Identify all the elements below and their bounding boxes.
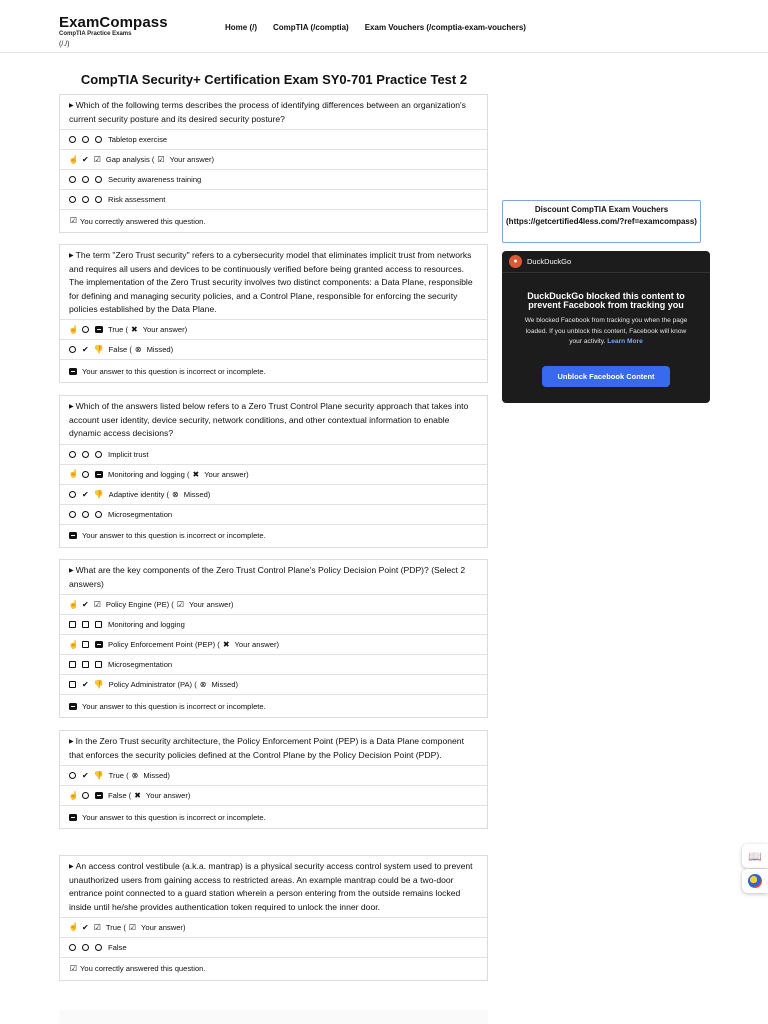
radio-icon (95, 176, 102, 183)
answer-option[interactable]: ☝ Monitoring and logging ( ✖ Your answer) (60, 465, 487, 485)
checkmark-icon: ✔ (82, 345, 89, 355)
missed-circle-icon: ⊗ (131, 771, 139, 781)
result-incorrect: Your answer to this question is incorrect or incomplete. (60, 360, 487, 382)
answer-option[interactable]: Monitoring and logging (60, 615, 487, 635)
checkmark-icon: ✔ (82, 155, 89, 165)
answer-option[interactable]: Tabletop exercise (60, 130, 487, 150)
question-text: ▶ The term "Zero Trust security" refers to a cybersecurity model that eliminates implicit trust from networks and requires all users and devices to be continuously verified before being granted access to resources. The implementation of the Zero Trust security involves two distinct components: a Data Plane, responsible for defining and managing security policies, and a Control Plane, responsible for enforcing the security policies established by the Data Plane. (60, 245, 487, 320)
site-header (0, 0, 768, 53)
check-square-icon: ☑ (69, 216, 78, 226)
learn-more-link[interactable]: Learn More (607, 338, 643, 345)
answer-option[interactable]: Risk assessment (60, 190, 487, 210)
radio-icon (82, 326, 89, 333)
question-card (59, 730, 488, 829)
caret-right-icon: ▶ (69, 103, 74, 109)
radio-icon (82, 471, 89, 478)
radio-icon (69, 491, 76, 498)
checkmark-icon: ✔ (82, 600, 89, 610)
duckduckgo-blocked-embed (502, 251, 710, 403)
minus-square-icon (95, 471, 103, 478)
checkbox-icon (82, 621, 89, 628)
thumbs-down-icon: 👎 (93, 345, 104, 355)
hand-pointer-icon: ☝ (68, 599, 79, 609)
question-text: ▶ In the Zero Trust security architecture, the Policy Enforcement Point (PEP) is a Data Plane component that enforces the security policies defined at the Control Plane by the Policy Decision Point (PDP). (60, 731, 487, 766)
page-title: CompTIA Security+ Certification Exam SY0-701 Practice Test 2 (80, 72, 468, 87)
brand-link-text[interactable]: (/./) (59, 41, 70, 48)
radio-icon (82, 511, 89, 518)
radio-icon (69, 176, 76, 183)
radio-icon (69, 196, 76, 203)
extension-button[interactable] (742, 869, 768, 893)
brand-name[interactable]: ExamCompass (59, 14, 168, 31)
radio-icon (69, 944, 76, 951)
hand-pointer-icon: ☝ (68, 324, 79, 334)
minus-square-icon (95, 641, 103, 648)
checkmark-icon: ✔ (82, 680, 89, 690)
checkbox-icon (69, 661, 76, 668)
nav-home[interactable]: Home (/) (225, 23, 257, 32)
thumbs-down-icon: 👎 (93, 771, 104, 781)
discount-voucher-link[interactable]: Discount CompTIA Exam Vouchers (https://getcertified4less.com/?ref=examcompass) (502, 200, 701, 243)
close-icon: ✖ (222, 640, 230, 650)
answer-option[interactable]: Microsegmentation (60, 655, 487, 675)
question-text: ▶ An access control vestibule (a.k.a. mantrap) is a physical security access control system used to prevent unauthorized users from gaining access to restricted areas. An example mantrap could be a two-door entrance point connected to a guard station wherein a person entering from the outside remains locked inside until he/she provides authentication token required to unlock the inner door. (60, 856, 487, 918)
hand-pointer-icon: ☝ (68, 154, 79, 164)
unblock-facebook-button[interactable]: Unblock Facebook Content (542, 366, 670, 387)
checkbox-icon (69, 621, 76, 628)
brand[interactable] (59, 15, 168, 38)
thumbs-down-icon: 👎 (93, 489, 104, 499)
answer-option[interactable]: Microsegmentation (60, 505, 487, 525)
main-nav (225, 23, 526, 32)
ddg-brand: DuckDuckGo (527, 257, 572, 266)
answer-option[interactable]: ☝ ✔ ☑ True ( ☑ Your answer) (60, 918, 487, 938)
result-incorrect: Your answer to this question is incorrect or incomplete. (60, 525, 487, 547)
check-square-icon: ☑ (157, 155, 165, 165)
question-text: ▶ Which of the following terms describes the process of identifying differences between an organization's current security posture and its desired security posture? (60, 95, 487, 130)
check-square-icon: ☑ (93, 600, 101, 610)
radio-icon (82, 792, 89, 799)
radio-icon (95, 196, 102, 203)
question-card (59, 559, 488, 718)
question-text: ▶ What are the key components of the Zero Trust Control Plane's Policy Decision Point (PDP)? (Select 2 answers) (60, 560, 487, 595)
nav-comptia[interactable]: CompTIA (/comptia) (273, 23, 349, 32)
result-incorrect: Your answer to this question is incorrect or incomplete. (60, 806, 487, 828)
radio-icon (69, 451, 76, 458)
check-square-icon: ☑ (128, 922, 137, 932)
close-icon: ✖ (130, 325, 138, 335)
globe-icon (748, 874, 762, 888)
radio-icon (69, 346, 76, 353)
question-text: ▶ Which of the answers listed below refers to a Zero Trust Control Plane security approach that takes into account user identity, device security, network conditions, and other contextual information to enable dynamic access decisions? (60, 396, 487, 445)
close-icon: ✖ (192, 469, 200, 479)
answer-option[interactable]: ✔ 👎 Adaptive identity ( ⊗ Missed) (60, 485, 487, 505)
radio-icon (69, 772, 76, 779)
radio-icon (82, 196, 89, 203)
missed-circle-icon: ⊗ (134, 345, 142, 355)
caret-right-icon: ▶ (69, 568, 74, 574)
check-square-icon: ☑ (93, 922, 101, 932)
answer-option[interactable]: ✔ 👎 Policy Administrator (PA) ( ⊗ Missed) (60, 675, 487, 695)
minus-square-icon (69, 532, 77, 539)
checkbox-icon (82, 661, 89, 668)
checkbox-icon (95, 661, 102, 668)
book-icon: 📖 (748, 850, 762, 863)
check-square-icon: ☑ (69, 963, 78, 973)
duckduckgo-logo-icon: ● (509, 255, 522, 268)
checkmark-icon: ✔ (82, 771, 89, 781)
ddg-title: DuckDuckGo blocked this content to prevent Facebook from tracking you (527, 291, 685, 310)
ddg-header (502, 251, 710, 273)
radio-icon (82, 944, 89, 951)
close-icon: ✖ (134, 791, 141, 801)
answer-option[interactable]: ☝ False ( ✖ Your answer) (60, 786, 487, 806)
missed-circle-icon: ⊗ (199, 680, 207, 690)
hand-pointer-icon: ☝ (68, 790, 79, 800)
answer-option[interactable]: ✔ 👎 True ( ⊗ Missed) (60, 766, 487, 786)
radio-icon (82, 136, 89, 143)
checkmark-icon: ✔ (82, 922, 89, 932)
answer-option[interactable]: ☝ ✔ ☑ Policy Engine (PE) ( ☑ Your answer) (60, 595, 487, 615)
question-card (59, 855, 488, 981)
answer-option[interactable]: ✔ 👎 False ( ⊗ Missed) (60, 340, 487, 360)
result-incorrect: Your answer to this question is incorrect or incomplete. (60, 695, 487, 717)
answer-option[interactable]: ☝ True ( ✖ Your answer) (60, 320, 487, 340)
caret-right-icon: ▶ (69, 739, 74, 745)
minus-square-icon (69, 368, 77, 375)
radio-icon (95, 451, 102, 458)
check-square-icon: ☑ (93, 155, 101, 165)
next-question-edge (59, 1010, 488, 1024)
question-card (59, 395, 488, 548)
radio-icon (95, 136, 102, 143)
nav-exam-vouchers[interactable]: Exam Vouchers (/comptia-exam-vouchers) (364, 23, 526, 32)
answer-option[interactable]: ☝ Policy Enforcement Point (PEP) ( ✖ Your answer) (60, 635, 487, 655)
caret-right-icon: ▶ (69, 864, 74, 870)
hand-pointer-icon: ☝ (68, 469, 79, 479)
missed-circle-icon: ⊗ (172, 489, 179, 499)
question-card (59, 244, 488, 383)
reader-book-button[interactable] (742, 844, 768, 868)
minus-square-icon (69, 703, 77, 710)
checkbox-icon (95, 621, 102, 628)
checkbox-icon (69, 681, 76, 688)
hand-pointer-icon: ☝ (68, 639, 79, 649)
answer-option[interactable]: Implicit trust (60, 445, 487, 465)
ddg-message: We blocked Facebook from tracking you when the page loaded. If you unblock this content, Facebook will know your activity. Learn More (524, 317, 688, 345)
radio-icon (69, 511, 76, 518)
thumbs-down-icon: 👎 (93, 680, 104, 690)
result-correct: ☑ You correctly answered this question. (69, 216, 206, 226)
answer-option[interactable]: False (60, 938, 487, 958)
checkbox-icon (82, 641, 89, 648)
radio-icon (69, 136, 76, 143)
radio-icon (95, 511, 102, 518)
hand-pointer-icon: ☝ (68, 922, 79, 932)
minus-square-icon (95, 792, 103, 799)
result-correct: ☑ You correctly answered this question. (69, 963, 206, 974)
radio-icon (82, 176, 89, 183)
checkmark-icon: ✔ (82, 489, 89, 499)
answer-option[interactable]: Security awareness training (60, 170, 487, 190)
check-square-icon: ☑ (176, 600, 184, 610)
radio-icon (82, 451, 89, 458)
radio-icon (95, 944, 102, 951)
caret-right-icon: ▶ (69, 404, 74, 410)
question-card (59, 94, 488, 233)
brand-tagline: CompTIA Practice Exams (59, 31, 132, 37)
answer-option[interactable]: ☝ ✔ ☑ Gap analysis ( ☑ Your answer) (60, 150, 487, 170)
caret-right-icon: ▶ (69, 253, 74, 259)
minus-square-icon (69, 814, 77, 821)
minus-square-icon (95, 326, 103, 333)
